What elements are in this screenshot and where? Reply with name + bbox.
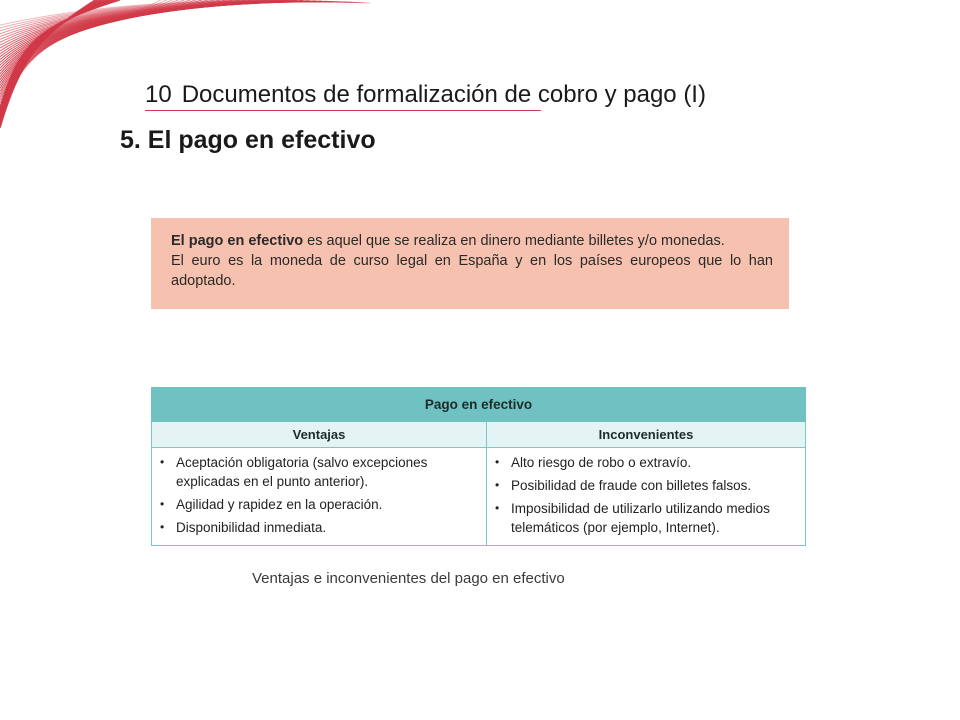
definition-box <box>151 218 789 309</box>
column-header-inconvenientes: Inconvenientes <box>487 422 806 448</box>
decorative-ribbon <box>0 0 380 135</box>
inconvenientes-cell <box>487 448 806 546</box>
table-title: Pago en efectivo <box>152 388 806 422</box>
chapter-title: Documentos de formalización de cobro y pago (I) <box>181 81 706 108</box>
list-item <box>158 495 478 514</box>
definition-line2: El euro es la moneda de curso legal en España y en los países europeos que lo han adoptado. <box>171 253 773 289</box>
definition-term: El pago en efectivo <box>171 233 304 249</box>
list-item <box>158 453 478 491</box>
bullet-icon: • <box>495 478 500 492</box>
bullet-icon: • <box>495 501 500 515</box>
inconvenientes-list <box>493 453 797 537</box>
definition-text <box>171 231 773 251</box>
list-item <box>493 453 797 472</box>
chapter-number: 10 <box>145 81 172 108</box>
slide-header <box>145 81 706 109</box>
section-title: 5. El pago en efectivo <box>120 126 376 154</box>
list-item-text: Posibilidad de fraude con billetes falsos. <box>511 478 752 493</box>
bullet-icon: • <box>160 520 165 534</box>
list-item-text: Disponibilidad inmediata. <box>176 520 327 535</box>
bullet-icon: • <box>495 455 500 469</box>
list-item-text: Imposibilidad de utilizarlo utilizando medios telemáticos (por ejemplo, Internet). <box>511 501 770 535</box>
list-item-text: Alto riesgo de robo o extravío. <box>511 455 692 470</box>
definition-line1: es aquel que se realiza en dinero mediante billetes y/o monedas. <box>303 233 725 249</box>
table-caption: Ventajas e inconvenientes del pago en efectivo <box>252 570 565 587</box>
payment-table <box>151 387 806 546</box>
ventajas-cell <box>152 448 487 546</box>
column-header-ventajas: Ventajas <box>152 422 487 448</box>
list-item <box>158 518 478 537</box>
bullet-icon: • <box>160 455 165 469</box>
ventajas-list <box>158 453 478 537</box>
header-divider <box>145 110 541 111</box>
list-item-text: Aceptación obligatoria (salvo excepciones explicadas en el punto anterior). <box>176 455 428 489</box>
list-item <box>493 476 797 495</box>
bullet-icon: • <box>160 497 165 511</box>
list-item-text: Agilidad y rapidez en la operación. <box>176 497 383 512</box>
list-item <box>493 499 797 537</box>
